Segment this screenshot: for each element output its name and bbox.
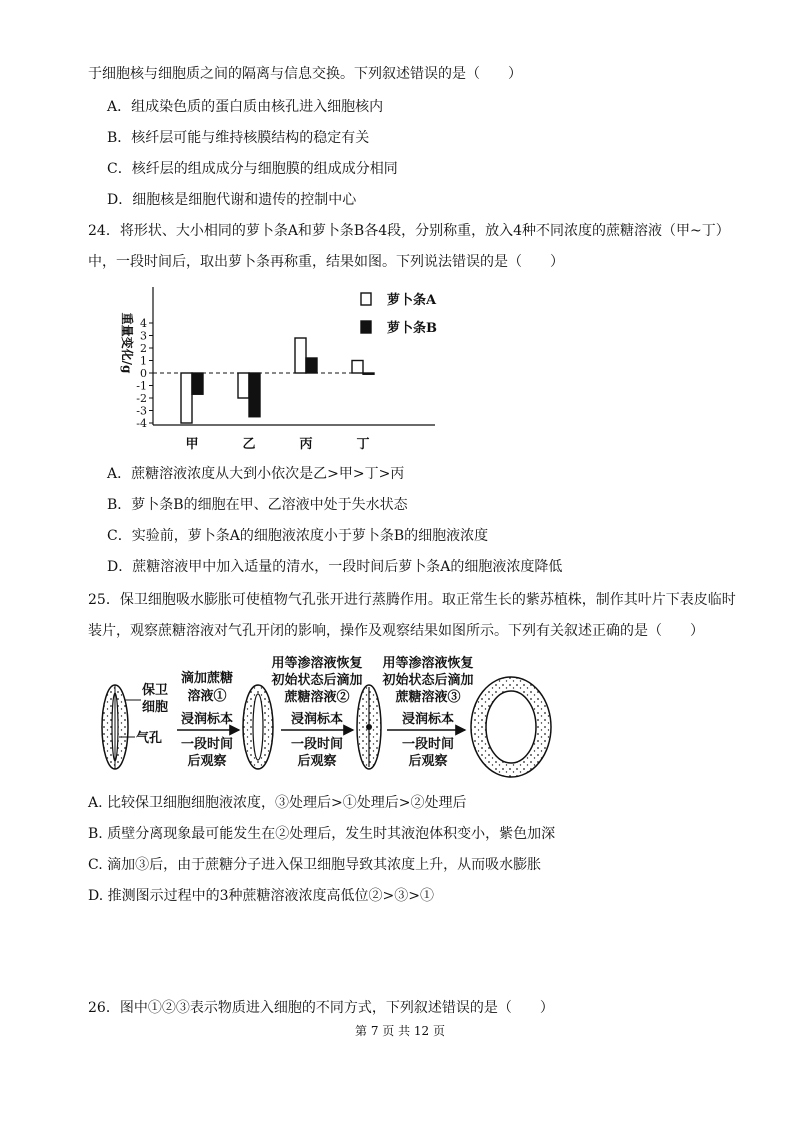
stoma-after-3 — [471, 677, 551, 777]
svg-text:一段时间: 一段时间 — [401, 737, 455, 752]
svg-text:滴加蔗糖: 滴加蔗糖 — [180, 671, 234, 686]
x-tick-label: 丁 — [356, 437, 370, 452]
q23-option-a: A．组成染色质的蛋白质由核孔进入细胞核内 — [107, 99, 384, 115]
y-tick-label: 3 — [140, 329, 147, 343]
step1-text — [181, 670, 233, 769]
y-tick-label: 2 — [140, 342, 147, 355]
pore-label: 气孔 — [136, 731, 163, 746]
svg-text:一段时间: 一段时间 — [180, 737, 234, 752]
q25-option-b: B. 质壁分离现象最可能发生在②处理后，发生时其液泡体积变小，紫色加深 — [88, 826, 556, 842]
q24-option-d: D．蔗糖溶液甲中加入适量的清水，一段时间后萝卜条A的细胞液浓度降低 — [107, 559, 563, 575]
guard-cell-label-2: 细胞 — [142, 700, 169, 715]
q23-stem-tail: 于细胞核与细胞质之间的隔离与信息交换。下列叙述错误的是（ ） — [88, 66, 522, 82]
bar-萝卜条A-丁 — [352, 361, 363, 374]
svg-text:用等渗溶液恢复: 用等渗溶液恢复 — [271, 656, 363, 671]
bar-萝卜条B-丁 — [363, 373, 374, 374]
svg-text:初始状态后滴加: 初始状态后滴加 — [271, 673, 363, 688]
svg-text:初始状态后滴加: 初始状态后滴加 — [382, 673, 474, 688]
svg-text:蔗糖溶液③: 蔗糖溶液③ — [395, 690, 461, 705]
legend-label: 萝卜条B — [387, 321, 437, 336]
y-tick-label: -4 — [136, 417, 147, 430]
q26-stem: 26．图中①②③表示物质进入细胞的不同方式，下列叙述错误的是（ ） — [88, 1000, 554, 1016]
q23-option-c: C．核纤层的组成成分与细胞膜的组成成分相同 — [107, 161, 398, 177]
y-tick-label: 4 — [140, 317, 147, 330]
svg-text:蔗糖溶液②: 蔗糖溶液② — [284, 690, 350, 705]
bar-萝卜条A-乙 — [238, 373, 249, 398]
y-tick-label: 1 — [140, 354, 147, 368]
svg-text:用等渗溶液恢复: 用等渗溶液恢复 — [382, 656, 474, 671]
stoma-initial — [102, 685, 128, 769]
q25-stem-line1: 25．保卫细胞吸水膨胀可使植物气孔张开进行蒸腾作用。取正常生长的紫苏植株，制作其叶片下表皮临时 — [88, 592, 736, 608]
step3-text — [381, 655, 473, 769]
y-tick-label: -3 — [136, 404, 147, 418]
q24-option-b: B．萝卜条B的细胞在甲、乙溶液中处于失水状态 — [107, 497, 408, 513]
q24-option-a: A．蔗糖溶液浓度从大到小依次是乙>甲>丁>丙 — [107, 466, 405, 482]
svg-text:后观察: 后观察 — [408, 754, 448, 769]
q23-option-d: D．细胞核是细胞代谢和遗传的控制中心 — [107, 192, 357, 208]
step2-text — [270, 655, 362, 769]
q23-option-b: B．核纤层可能与维持核膜结构的稳定有关 — [107, 130, 370, 146]
bar-萝卜条B-甲 — [192, 373, 203, 394]
svg-text:一段时间: 一段时间 — [290, 737, 344, 752]
guard-cell-label-1: 保卫 — [142, 683, 169, 698]
x-tick-label: 丙 — [299, 437, 313, 452]
svg-text:浸润标本: 浸润标本 — [180, 712, 234, 727]
svg-text:溶液①: 溶液① — [187, 689, 227, 704]
y-tick-label: 0 — [140, 367, 147, 380]
svg-text:后观察: 后观察 — [187, 754, 227, 769]
stoma-after-2 — [357, 685, 381, 769]
q25-option-d: D. 推测图示过程中的3种蔗糖溶液浓度高低位②>③>① — [88, 888, 434, 904]
q25-option-a: A. 比较保卫细胞细胞液浓度，③处理后>①处理后>②处理后 — [88, 795, 467, 811]
q24-stem-line2: 中，一段时间后，取出萝卜条再称重，结果如图。下列说法错误的是（ ） — [88, 254, 564, 270]
q25-stem-line2: 装片，观察蔗糖溶液对气孔开闭的影响，操作及观察结果如图所示。下列有关叙述正确的是（ ） — [88, 623, 704, 639]
q25-option-c: C. 滴加③后，由于蔗糖分子进入保卫细胞导致其浓度上升，从而吸水膨胀 — [88, 857, 542, 873]
bar-萝卜条A-丙 — [295, 338, 306, 373]
x-tick-label: 乙 — [242, 437, 256, 452]
bar-萝卜条B-乙 — [249, 373, 260, 417]
y-axis-label: 重量变化/g — [120, 312, 134, 374]
svg-text:浸润标本: 浸润标本 — [401, 712, 455, 727]
svg-text:浸润标本: 浸润标本 — [290, 712, 344, 727]
q25-stomata-figure — [95, 655, 555, 780]
y-tick-label: -2 — [136, 392, 147, 405]
legend-label: 萝卜条A — [387, 293, 437, 308]
q24-option-c: C．实验前，萝卜条A的细胞液浓度小于萝卜条B的细胞液浓度 — [107, 528, 489, 544]
q24-bar-chart — [115, 285, 455, 455]
q24-stem-line1: 24．将形状、大小相同的萝卜条A和萝卜条B各4段，分别称重，放入4种不同浓度的蔗糖溶液（甲~丁） — [88, 223, 730, 239]
bar-萝卜条A-甲 — [181, 373, 192, 423]
y-tick-label: -1 — [136, 379, 147, 393]
legend-swatch — [361, 321, 371, 333]
x-tick-label: 甲 — [185, 437, 199, 452]
page-footer: 第 7 页 共 12 页 — [355, 1024, 445, 1038]
legend-swatch — [361, 293, 371, 305]
stoma-after-1 — [243, 685, 273, 769]
svg-text:后观察: 后观察 — [297, 754, 337, 769]
bar-萝卜条B-丙 — [306, 358, 317, 373]
